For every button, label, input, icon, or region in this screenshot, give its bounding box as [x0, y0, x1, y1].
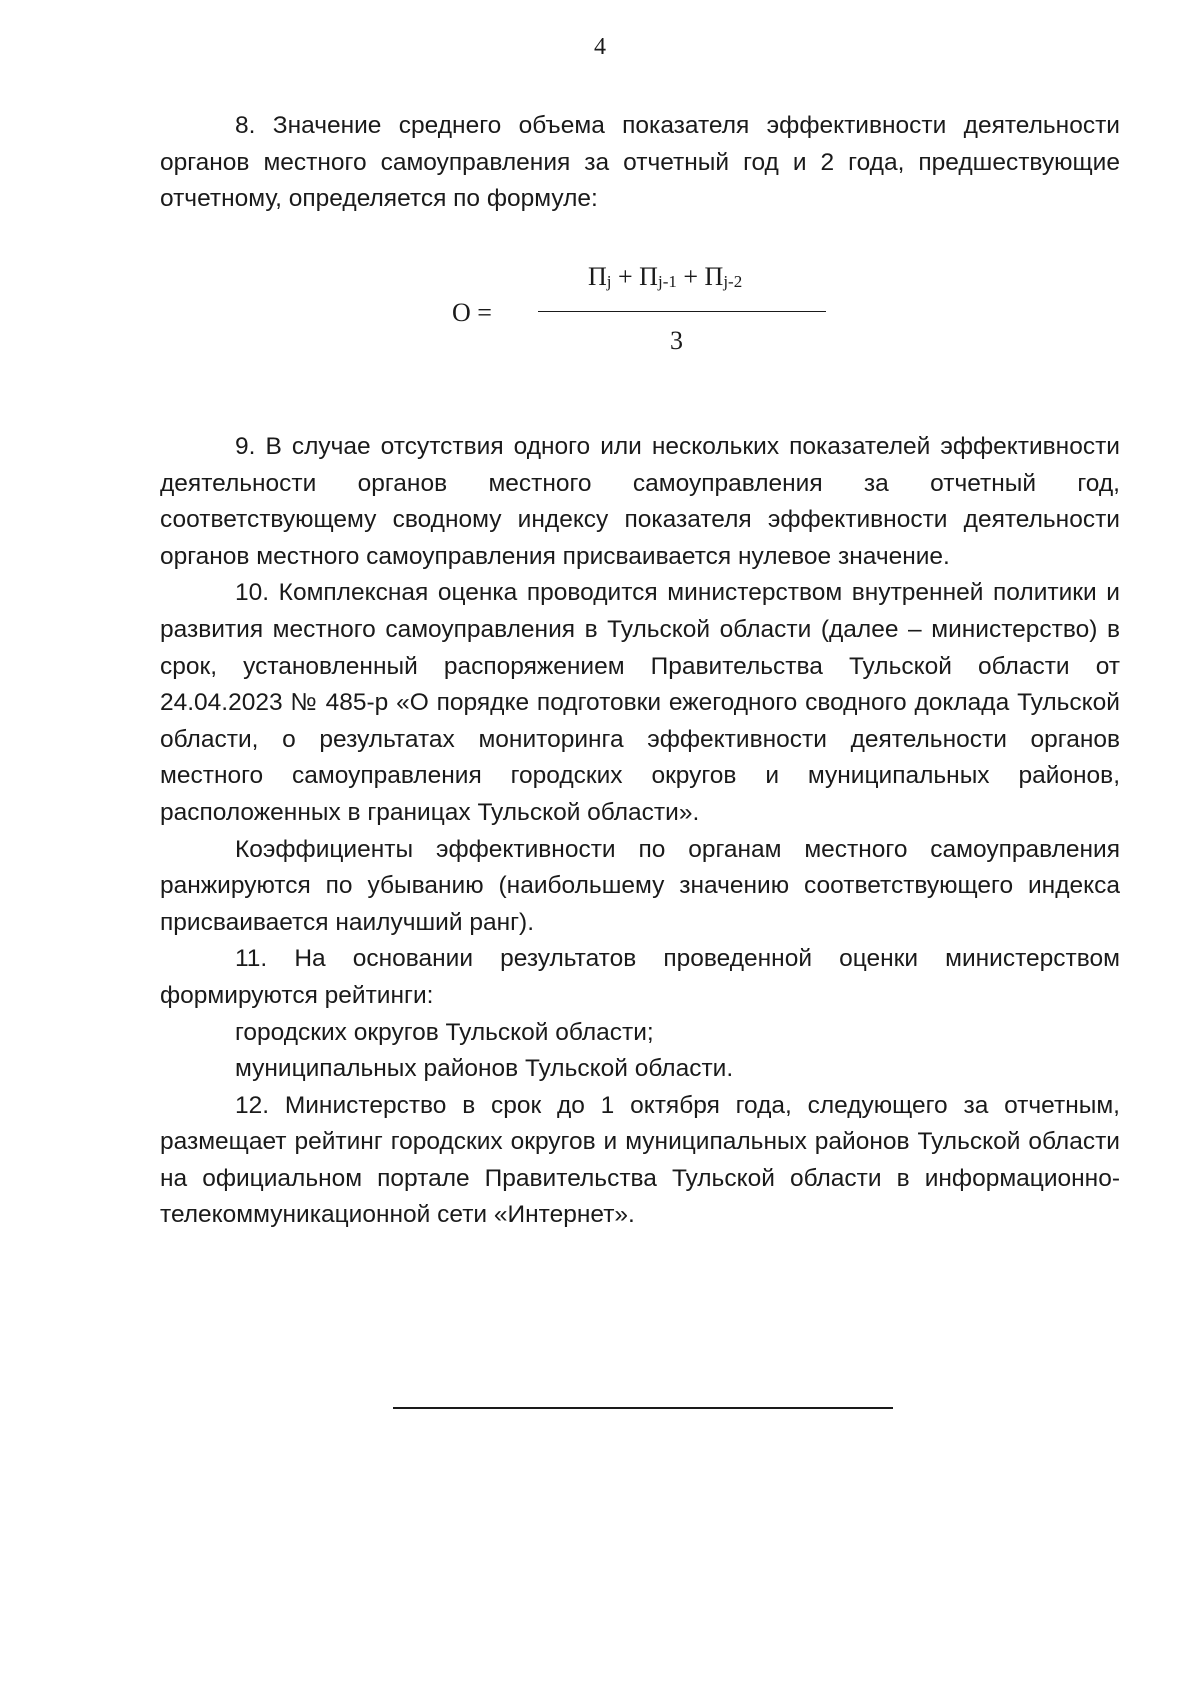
paragraph-section-11: 11. На основании результатов проведенной оценки министерством формируются рейтинги: [160, 945, 1120, 1009]
paragraph-section-8: 8. Значение среднего объема показателя эффективности деятельности органов местного самоуправления за отчетный год и 2 года, предшествующие отчетному, определяется по формуле: [160, 112, 1120, 213]
fraction-bar [538, 311, 826, 312]
section-8-block [160, 108, 1120, 218]
formula-lhs: О = [452, 298, 492, 327]
paragraph-coefficients: Коэффициенты эффективности по органам местного самоуправления ранжируются по убыванию (наибольшему значению соответствующего индекса присваивается наилучший ранг). [160, 835, 1120, 936]
page-number: 4 [594, 34, 606, 60]
paragraph-section-12: 12. Министерство в срок до 1 октября года, следующего за отчетным, размещает рейтинг городских округов и муниципальных районов Тульской области на официальном портале Правительства Тульской области в информационно-телекоммуникационной сети «Интернет». [160, 1091, 1120, 1229]
formula-numerator: $П_j + П_{j-1} + П_{j-2}$ [588, 262, 743, 291]
rating-item: муниципальных районов Тульской области. [235, 1055, 734, 1083]
rating-item: городских округов Тульской области; [235, 1018, 654, 1046]
formula-denominator: 3 [670, 326, 683, 355]
paragraph-section-9: 9. В случае отсутствия одного или нескольких показателей эффективности деятельности органов местного самоуправления за отчетный год, соответствующему сводному индексу показателя эффективности деятельности органов местного самоуправления присваивается нулевое значение. [160, 433, 1120, 570]
sections-9-12-block [160, 429, 1120, 1234]
paragraph-section-10: 10. Комплексная оценка проводится министерством внутренней политики и развития местного самоуправления в Тульской области (далее – министерство) в срок, установленный распоряжением Правительства Тульской области от 24.04.2023 № 485-р «О порядке подготовки ежегодного сводного доклада Тульской области, о результатах мониторинга эффективности деятельности органов местного самоуправления городских округов и муниципальных районов, расположенных в границах Тульской области». [160, 579, 1120, 826]
average-formula [0, 262, 1200, 362]
end-of-document-rule [393, 1407, 893, 1409]
